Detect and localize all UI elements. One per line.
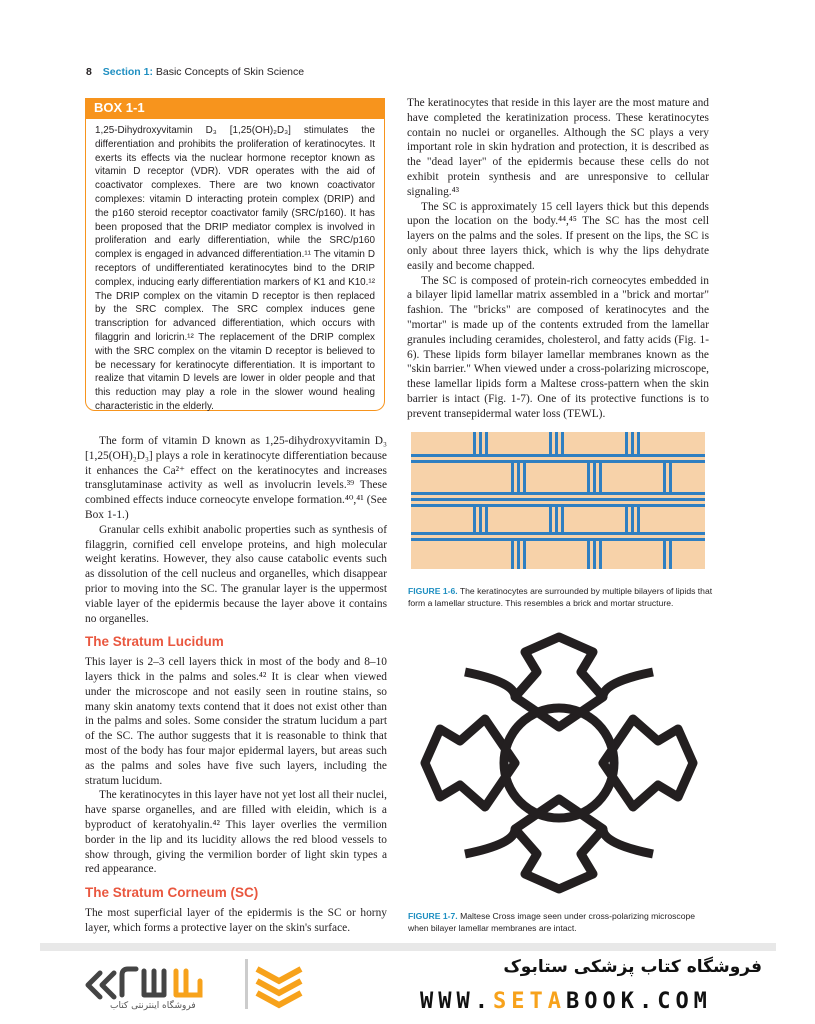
paragraph: The most superficial layer of the epidermis is the SC or horny layer, which forms a protective layer on the skin's surface. [85, 906, 387, 934]
figure-label: FIGURE 1-7. [408, 911, 458, 921]
url-prefix: WWW. [420, 989, 493, 1014]
heading-stratum-lucidum: The Stratum Lucidum [85, 634, 224, 650]
paragraph: Granular cells exhibit anabolic properties such as synthesis of filaggrin, cornified cell envelope proteins, and high molecular weight keratins. However, they also cause catabolic events such as dissolution of the cell nucleus and organelles, which disappear prior to moving into the SC. The granular layer is the uppermost viable layer of the epidermis because the layer above it contains no organelles. [85, 523, 387, 625]
heading-stratum-corneum: The Stratum Corneum (SC) [85, 885, 259, 901]
paragraph: The SC is approximately 15 cell layers thick but this depends upon the location on the body.⁴⁴,⁴⁵ The SC has the most cell layers on the palms and the soles. If present on the lips, the SC is only about three layers thick, which is why the lips dehydrate easily and become chapped. [407, 200, 709, 272]
url-highlight: SETA [492, 989, 566, 1014]
footer-banner [40, 943, 776, 1024]
paragraph: The keratinocytes in this layer have not yet lost all their nuclei, have sparse organelles, and are filled with eleidin, which is a byproduct of keratohyalin.⁴² This layer overlies the vermilion border in the lip and its lucidity allows the red blood vessels to show through, giving the vermilion border of light skin types a red appearance. [85, 789, 387, 876]
brick-mortar-figure [411, 432, 705, 569]
box-text: 1,25-Dihydroxyvitamin D₃ [1,25(OH)₂D₃] stimulates the differentiation and prohibits the proliferation of keratinocytes. It exerts its effects via the nuclear hormone receptor known as vitamin D receptor (VDR). VDR operates with the aid of coactivator complexes. There are two known coactivator complexes: vitamin D interacting protein complex (DRIP) and the p160 steroid receptor coactivator family (SRC/p160). It has been proposed that the DRIP mediator complex is involved in proliferation and early differentiation, while the SRC/p160 complex is engaged in advanced differentiation.¹¹ The vitamin D receptors of undifferentiated keratinocytes bind to the DRIP complex, inducing early differentiation markers of K1 and K10.¹² The DRIP complex on the vitamin D receptor is then replaced by the SRC complex. The SRC complex induces gene transcription for advanced differentiation, which occurs with filaggrin and loricrin.¹² The replacement of the DRIP complex with the SRC complex on the vitamin D receptor is believed to be necessary for keratinocyte differentiation. It is important to realize that vitamin D levels are lower in older people and that this reduction may play a role in the slower wound healing characteristic in the elderly. [95, 125, 375, 412]
figure-label: FIGURE 1-6. [408, 586, 458, 596]
box-title: BOX 1-1 [86, 99, 384, 119]
logo-subtitle: فروشگاه اینترنتی کتاب [110, 1001, 196, 1011]
chevron-logo-icon [245, 959, 307, 1009]
section-label: Section 1: [102, 66, 153, 78]
box-1-1 [85, 98, 385, 411]
figure-1-7-caption [408, 911, 713, 934]
paragraph: The SC is composed of protein-rich corneocytes embedded in a bilayer lipid lamellar matrix assembled in a "brick and mortar" fashion. The "bricks" are composed of keratinocytes and the "mortar" is made up of the contents extruded from the lamellar granules including ceramides, cholesterol, and fatty acids (Fig. 1-6). These lipids form bilayer lamellar membranes known as the "skin barrier." When viewed under a cross-polarizing microscope, these lamellar lipids form a Maltese cross-pattern when the skin barrier is intact (Fig. 1-7). One of its protective functions is to prevent transepidermal water loss (TEWL). [407, 274, 709, 420]
caption-text: The keratinocytes are surrounded by multiple bilayers of lipids that form a lamellar structure. This resembles a brick and mortar structure. [408, 586, 713, 608]
page-number: 8 [86, 66, 92, 78]
section-title: Basic Concepts of Skin Science [155, 66, 305, 78]
page-header [86, 66, 304, 78]
figure-1-6-caption [408, 586, 713, 609]
website-url[interactable] [420, 989, 712, 1014]
paragraph: The form of vitamin D known as 1,25-dihydroxyvitamin D₃ [1,25(OH)₂D₃] plays a role in keratinocyte differentiation because it enhances the Ca²⁺ effect on the keratinocytes and increases transglutaminase activity as well as involucrin levels.³⁹ These combined effects induce corneocyte envelope formation.⁴⁰,⁴¹ (See Box 1-1.) [85, 435, 387, 521]
paragraph: The keratinocytes that reside in this layer are the most mature and have completed the keratinization process. These keratinocytes contain no nuclei or organelles. Although the SC plays a very important role in skin hydration and protection, it is described as the "dead layer" of the epidermis because these cells do not exhibit protein synthesis and are unresponsive to cellular signaling.⁴³ [407, 97, 709, 198]
footer-band [40, 943, 776, 951]
right-column [407, 96, 709, 422]
url-suffix: BOOK.COM [565, 989, 712, 1014]
maltese-cross-figure [420, 632, 698, 894]
left-column [85, 434, 387, 936]
paragraph: This layer is 2–3 cell layers thick in most of the body and 8–10 layers thick in the palms and soles.⁴² It is clear when viewed under the microscope and not easily seen in routine stains, so many skin anatomy texts contend that it does not exist other than in the palms and soles. Some consider the stratum lucidum a part of the SC. The author suggests that it is reasonable to think that most of the body has four major epidermal layers, but areas such as the palms and soles have five such layers, including the stratum lucidum. [85, 656, 387, 787]
caption-text: Maltese Cross image seen under cross-polarizing microscope when bilayer lamellar membranes are intact. [408, 911, 696, 933]
store-name: فروشگاه کتاب پزشکی ستابوک [503, 957, 762, 977]
